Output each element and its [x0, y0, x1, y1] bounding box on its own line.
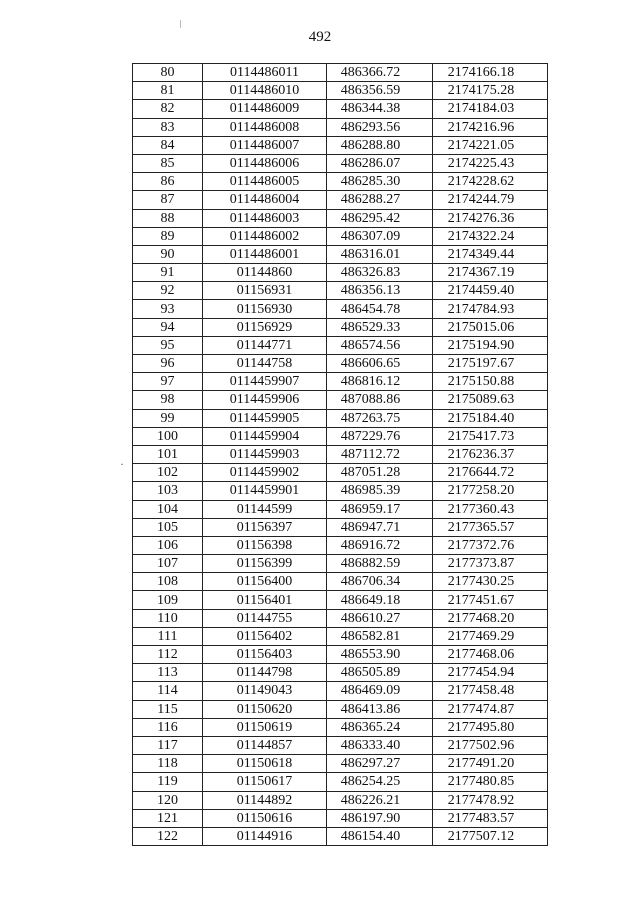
x-coordinate-cell: 486356.13: [327, 282, 433, 300]
row-index-cell: 122: [133, 827, 203, 845]
row-index-cell: 81: [133, 82, 203, 100]
y-coordinate-cell: 2177495.80: [433, 718, 548, 736]
table-row: [133, 118, 548, 136]
parcel-id-cell: 0114459902: [203, 464, 327, 482]
parcel-id-cell: 0114459903: [203, 445, 327, 463]
x-coordinate-cell: 486469.09: [327, 682, 433, 700]
row-index-cell: 105: [133, 518, 203, 536]
y-coordinate-cell: 2177365.57: [433, 518, 548, 536]
row-index-cell: 118: [133, 755, 203, 773]
table-row: [133, 154, 548, 172]
coordinates-table-body: [133, 64, 548, 846]
y-coordinate-cell: 2177491.20: [433, 755, 548, 773]
row-index-cell: 88: [133, 209, 203, 227]
x-coordinate-cell: 486582.81: [327, 627, 433, 645]
y-coordinate-cell: 2174459.40: [433, 282, 548, 300]
parcel-id-cell: 0114459904: [203, 427, 327, 445]
y-coordinate-cell: 2174228.62: [433, 173, 548, 191]
y-coordinate-cell: 2177372.76: [433, 536, 548, 554]
table-row: [133, 464, 548, 482]
parcel-id-cell: 0114459907: [203, 373, 327, 391]
row-index-cell: 98: [133, 391, 203, 409]
parcel-id-cell: 01144758: [203, 355, 327, 373]
y-coordinate-cell: 2175015.06: [433, 318, 548, 336]
y-coordinate-cell: 2174225.43: [433, 154, 548, 172]
x-coordinate-cell: 486606.65: [327, 355, 433, 373]
x-coordinate-cell: 486356.59: [327, 82, 433, 100]
x-coordinate-cell: 486505.89: [327, 664, 433, 682]
parcel-id-cell: 01156400: [203, 573, 327, 591]
y-coordinate-cell: 2174216.96: [433, 118, 548, 136]
y-coordinate-cell: 2175150.88: [433, 373, 548, 391]
x-coordinate-cell: 486285.30: [327, 173, 433, 191]
y-coordinate-cell: 2177478.92: [433, 791, 548, 809]
x-coordinate-cell: 486916.72: [327, 536, 433, 554]
parcel-id-cell: 0114486006: [203, 154, 327, 172]
x-coordinate-cell: 486297.27: [327, 755, 433, 773]
table-row: [133, 227, 548, 245]
x-coordinate-cell: 486610.27: [327, 609, 433, 627]
parcel-id-cell: 0114459905: [203, 409, 327, 427]
x-coordinate-cell: 486326.83: [327, 264, 433, 282]
x-coordinate-cell: 486959.17: [327, 500, 433, 518]
row-index-cell: 97: [133, 373, 203, 391]
parcel-id-cell: 01150620: [203, 700, 327, 718]
parcel-id-cell: 01156402: [203, 627, 327, 645]
parcel-id-cell: 01156397: [203, 518, 327, 536]
row-index-cell: 108: [133, 573, 203, 591]
table-row: [133, 682, 548, 700]
table-row: [133, 536, 548, 554]
row-index-cell: 94: [133, 318, 203, 336]
table-row: [133, 245, 548, 263]
y-coordinate-cell: 2175089.63: [433, 391, 548, 409]
row-index-cell: 86: [133, 173, 203, 191]
table-row: [133, 300, 548, 318]
y-coordinate-cell: 2174166.18: [433, 64, 548, 82]
y-coordinate-cell: 2176236.37: [433, 445, 548, 463]
y-coordinate-cell: 2174244.79: [433, 191, 548, 209]
x-coordinate-cell: 486226.21: [327, 791, 433, 809]
table-row: [133, 755, 548, 773]
scan-mark: [180, 20, 181, 28]
x-coordinate-cell: 486553.90: [327, 646, 433, 664]
parcel-id-cell: 01150617: [203, 773, 327, 791]
row-index-cell: 82: [133, 100, 203, 118]
table-row: [133, 773, 548, 791]
parcel-id-cell: 0114486008: [203, 118, 327, 136]
parcel-id-cell: 01144860: [203, 264, 327, 282]
table-row: [133, 591, 548, 609]
y-coordinate-cell: 2174784.93: [433, 300, 548, 318]
y-coordinate-cell: 2177454.94: [433, 664, 548, 682]
x-coordinate-cell: 486307.09: [327, 227, 433, 245]
row-index-cell: 101: [133, 445, 203, 463]
table-row: [133, 736, 548, 754]
table-row: [133, 264, 548, 282]
row-index-cell: 106: [133, 536, 203, 554]
table-row: [133, 427, 548, 445]
row-index-cell: 83: [133, 118, 203, 136]
row-index-cell: 95: [133, 336, 203, 354]
table-row: [133, 391, 548, 409]
row-index-cell: 80: [133, 64, 203, 82]
table-row: [133, 700, 548, 718]
parcel-id-cell: 01150616: [203, 809, 327, 827]
table-row: [133, 482, 548, 500]
y-coordinate-cell: 2174367.19: [433, 264, 548, 282]
table-row: [133, 718, 548, 736]
row-index-cell: 116: [133, 718, 203, 736]
table-row: [133, 100, 548, 118]
parcel-id-cell: 01156399: [203, 555, 327, 573]
x-coordinate-cell: 486947.71: [327, 518, 433, 536]
y-coordinate-cell: 2177451.67: [433, 591, 548, 609]
parcel-id-cell: 01144599: [203, 500, 327, 518]
y-coordinate-cell: 2174175.28: [433, 82, 548, 100]
parcel-id-cell: 0114486007: [203, 136, 327, 154]
x-coordinate-cell: 486254.25: [327, 773, 433, 791]
x-coordinate-cell: 486529.33: [327, 318, 433, 336]
x-coordinate-cell: 486295.42: [327, 209, 433, 227]
row-index-cell: 100: [133, 427, 203, 445]
parcel-id-cell: 01156929: [203, 318, 327, 336]
x-coordinate-cell: 486413.86: [327, 700, 433, 718]
row-index-cell: 93: [133, 300, 203, 318]
x-coordinate-cell: 486154.40: [327, 827, 433, 845]
table-row: [133, 64, 548, 82]
parcel-id-cell: 01156401: [203, 591, 327, 609]
table-row: [133, 82, 548, 100]
table-row: [133, 827, 548, 845]
y-coordinate-cell: 2177360.43: [433, 500, 548, 518]
x-coordinate-cell: 486366.72: [327, 64, 433, 82]
row-index-cell: 102: [133, 464, 203, 482]
row-index-cell: 109: [133, 591, 203, 609]
x-coordinate-cell: 486344.38: [327, 100, 433, 118]
y-coordinate-cell: 2177480.85: [433, 773, 548, 791]
row-index-cell: 89: [133, 227, 203, 245]
x-coordinate-cell: 487051.28: [327, 464, 433, 482]
table-row: [133, 627, 548, 645]
x-coordinate-cell: 486882.59: [327, 555, 433, 573]
x-coordinate-cell: 487229.76: [327, 427, 433, 445]
x-coordinate-cell: 486197.90: [327, 809, 433, 827]
table-row: [133, 173, 548, 191]
parcel-id-cell: 01156931: [203, 282, 327, 300]
x-coordinate-cell: 486293.56: [327, 118, 433, 136]
x-coordinate-cell: 486574.56: [327, 336, 433, 354]
x-coordinate-cell: 487263.75: [327, 409, 433, 427]
y-coordinate-cell: 2177483.57: [433, 809, 548, 827]
row-index-cell: 121: [133, 809, 203, 827]
table-row: [133, 409, 548, 427]
x-coordinate-cell: 486286.07: [327, 154, 433, 172]
row-index-cell: 87: [133, 191, 203, 209]
parcel-id-cell: 0114486001: [203, 245, 327, 263]
y-coordinate-cell: 2174184.03: [433, 100, 548, 118]
y-coordinate-cell: 2177373.87: [433, 555, 548, 573]
row-index-cell: 90: [133, 245, 203, 263]
table-row: [133, 518, 548, 536]
table-row: [133, 809, 548, 827]
parcel-id-cell: 0114486005: [203, 173, 327, 191]
y-coordinate-cell: 2174221.05: [433, 136, 548, 154]
parcel-id-cell: 01150618: [203, 755, 327, 773]
parcel-id-cell: 01144798: [203, 664, 327, 682]
parcel-id-cell: 0114486011: [203, 64, 327, 82]
row-index-cell: 119: [133, 773, 203, 791]
parcel-id-cell: 0114486009: [203, 100, 327, 118]
y-coordinate-cell: 2177502.96: [433, 736, 548, 754]
row-index-cell: 111: [133, 627, 203, 645]
table-row: [133, 791, 548, 809]
row-index-cell: 91: [133, 264, 203, 282]
parcel-id-cell: 0114486004: [203, 191, 327, 209]
parcel-id-cell: 01156398: [203, 536, 327, 554]
y-coordinate-cell: 2175194.90: [433, 336, 548, 354]
row-index-cell: 103: [133, 482, 203, 500]
y-coordinate-cell: 2177468.06: [433, 646, 548, 664]
y-coordinate-cell: 2177474.87: [433, 700, 548, 718]
x-coordinate-cell: 486316.01: [327, 245, 433, 263]
row-index-cell: 84: [133, 136, 203, 154]
row-index-cell: 120: [133, 791, 203, 809]
row-index-cell: 104: [133, 500, 203, 518]
row-index-cell: 99: [133, 409, 203, 427]
row-index-cell: 107: [133, 555, 203, 573]
parcel-id-cell: 01156403: [203, 646, 327, 664]
row-index-cell: 114: [133, 682, 203, 700]
x-coordinate-cell: 486454.78: [327, 300, 433, 318]
table-row: [133, 318, 548, 336]
parcel-id-cell: 01144916: [203, 827, 327, 845]
x-coordinate-cell: 486288.27: [327, 191, 433, 209]
row-index-cell: 96: [133, 355, 203, 373]
y-coordinate-cell: 2177430.25: [433, 573, 548, 591]
margin-mark: ·: [120, 457, 124, 471]
table-row: [133, 355, 548, 373]
x-coordinate-cell: 486649.18: [327, 591, 433, 609]
y-coordinate-cell: 2177258.20: [433, 482, 548, 500]
table-row: [133, 282, 548, 300]
x-coordinate-cell: 486333.40: [327, 736, 433, 754]
table-row: [133, 609, 548, 627]
table-row: [133, 445, 548, 463]
row-index-cell: 115: [133, 700, 203, 718]
x-coordinate-cell: 486706.34: [327, 573, 433, 591]
row-index-cell: 113: [133, 664, 203, 682]
row-index-cell: 117: [133, 736, 203, 754]
x-coordinate-cell: 487088.86: [327, 391, 433, 409]
y-coordinate-cell: 2175184.40: [433, 409, 548, 427]
y-coordinate-cell: 2175417.73: [433, 427, 548, 445]
y-coordinate-cell: 2177458.48: [433, 682, 548, 700]
y-coordinate-cell: 2174322.24: [433, 227, 548, 245]
table-row: [133, 191, 548, 209]
table-row: [133, 500, 548, 518]
parcel-id-cell: 0114459906: [203, 391, 327, 409]
table-row: [133, 336, 548, 354]
y-coordinate-cell: 2177469.29: [433, 627, 548, 645]
parcel-id-cell: 01144892: [203, 791, 327, 809]
row-index-cell: 112: [133, 646, 203, 664]
row-index-cell: 110: [133, 609, 203, 627]
x-coordinate-cell: 486816.12: [327, 373, 433, 391]
page-number: 492: [308, 29, 332, 45]
y-coordinate-cell: 2176644.72: [433, 464, 548, 482]
table-row: [133, 136, 548, 154]
parcel-id-cell: 0114486010: [203, 82, 327, 100]
parcel-id-cell: 01144771: [203, 336, 327, 354]
row-index-cell: 92: [133, 282, 203, 300]
parcel-id-cell: 0114459901: [203, 482, 327, 500]
table-row: [133, 209, 548, 227]
x-coordinate-cell: 486985.39: [327, 482, 433, 500]
y-coordinate-cell: 2175197.67: [433, 355, 548, 373]
y-coordinate-cell: 2177507.12: [433, 827, 548, 845]
parcel-id-cell: 0114486003: [203, 209, 327, 227]
parcel-id-cell: 01149043: [203, 682, 327, 700]
y-coordinate-cell: 2174276.36: [433, 209, 548, 227]
parcel-id-cell: 01144755: [203, 609, 327, 627]
x-coordinate-cell: 486365.24: [327, 718, 433, 736]
y-coordinate-cell: 2174349.44: [433, 245, 548, 263]
table-row: [133, 664, 548, 682]
row-index-cell: 85: [133, 154, 203, 172]
y-coordinate-cell: 2177468.20: [433, 609, 548, 627]
x-coordinate-cell: 487112.72: [327, 445, 433, 463]
table-row: [133, 573, 548, 591]
parcel-id-cell: 01144857: [203, 736, 327, 754]
parcel-id-cell: 01150619: [203, 718, 327, 736]
table-row: [133, 555, 548, 573]
parcel-id-cell: 0114486002: [203, 227, 327, 245]
table-row: [133, 373, 548, 391]
table-row: [133, 646, 548, 664]
parcel-id-cell: 01156930: [203, 300, 327, 318]
x-coordinate-cell: 486288.80: [327, 136, 433, 154]
coordinates-table: [132, 63, 548, 846]
